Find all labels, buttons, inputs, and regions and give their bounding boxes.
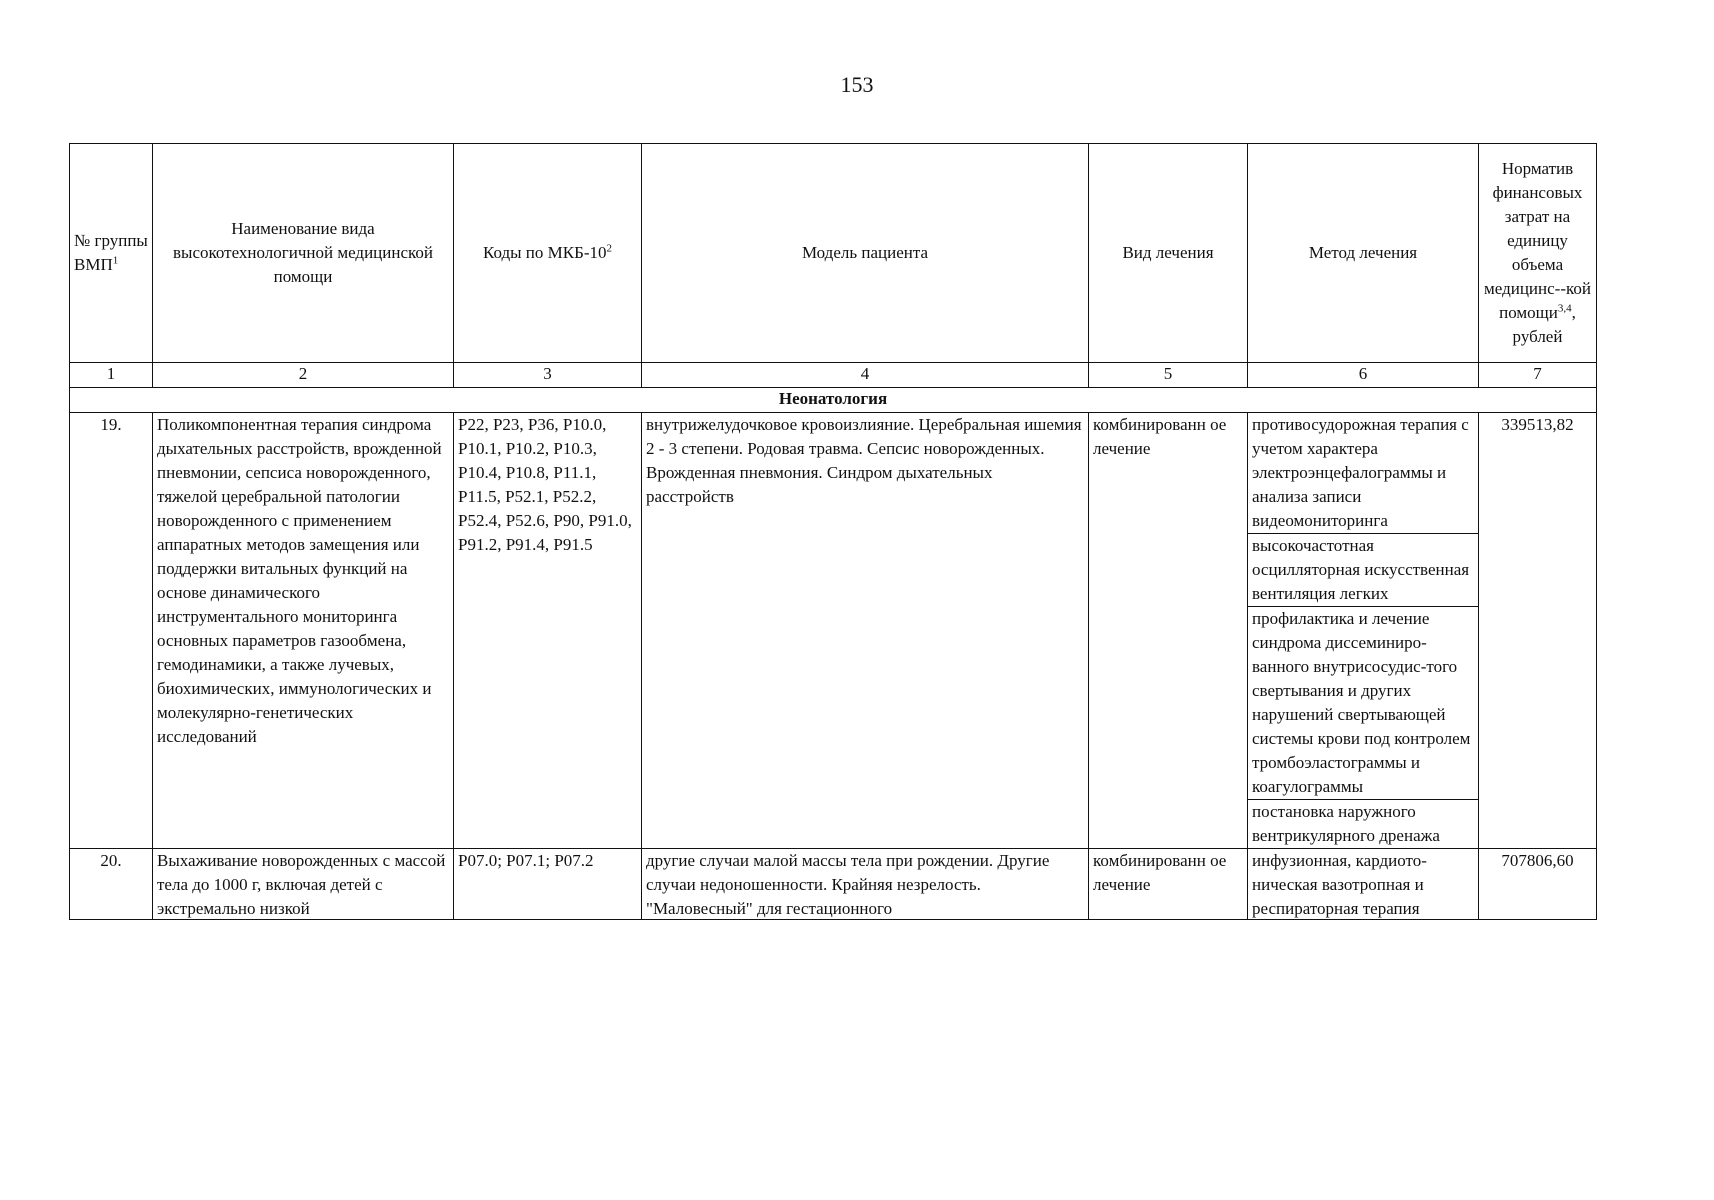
cost-norm: 707806,60: [1479, 849, 1597, 920]
header-patient-model: Модель пациента: [642, 144, 1089, 363]
column-number: 2: [153, 363, 454, 388]
section-title: Неонатология: [70, 388, 1597, 413]
treatment-methods: [1248, 849, 1479, 920]
table-row: [70, 849, 1597, 920]
treatment-method: профилактика и лечение синдрома диссеминиро-ванного внутрисосудис-того свертывания и других нарушений свертывающей системы крови под контролем тромбоэластограммы и коагулограммы: [1248, 607, 1478, 800]
header-icd-codes: Коды по МКБ-$10^2$: [454, 144, 642, 363]
treatment-type: комбинированн ое лечение: [1089, 413, 1248, 849]
treatment-method: противосудорожная терапия с учетом характера электроэнцефалограммы и анализа записи видеомониторинга: [1248, 413, 1478, 534]
header-row: [70, 144, 1597, 363]
patient-model: внутрижелудочковое кровоизлияние. Церебральная ишемия 2 - 3 степени. Родовая травма. Сепсис новорожденных. Врожденная пневмония. Синдром дыхательных расстройств: [642, 413, 1089, 849]
column-number: 7: [1479, 363, 1597, 388]
column-number: 5: [1089, 363, 1248, 388]
treatment-methods: [1248, 413, 1479, 849]
header-group-number: № группы ВМП$^1$: [70, 144, 153, 363]
header-cost-norm: Норматив финансовых затрат на единицу объема медицинс--кой помощи$^{3,4}$, рублей: [1479, 144, 1597, 363]
care-type-name: Выхаживание новорожденных с массой тела до 1000 г, включая детей с экстремально низкой: [153, 849, 454, 920]
header-treatment-type: Вид лечения: [1089, 144, 1248, 363]
header-treatment-method: Метод лечения: [1248, 144, 1479, 363]
table-row: [70, 413, 1597, 849]
column-number-row: [70, 363, 1597, 388]
page-number: 153: [840, 72, 874, 97]
column-number: 1: [70, 363, 153, 388]
treatment-method: постановка наружного вентрикулярного дренажа: [1252, 802, 1440, 845]
care-type-name: Поликомпонентная терапия синдрома дыхательных расстройств, врожденной пневмонии, сепсиса новорожденного, тяжелой церебральной патологии новорожденного с применением аппаратных методов замещения или поддержки витальных функций на основе динамического инструментального мониторинга основных параметров газообмена, гемодинамики, а также лучевых, биохимических, иммунологических и молекулярно-генетических исследований: [153, 413, 454, 849]
group-number: 19.: [70, 413, 153, 849]
cost-norm: 339513,82: [1479, 413, 1597, 849]
icd-codes: Р07.0; Р07.1; Р07.2: [454, 849, 642, 920]
column-number: 3: [454, 363, 642, 388]
column-number: 6: [1248, 363, 1479, 388]
header-care-type-name: Наименование вида высокотехнологичной медицинской помощи: [153, 144, 454, 363]
icd-codes: Р22, Р23, Р36, Р10.0, Р10.1, Р10.2, Р10.3, Р10.4, Р10.8, Р11.1, Р11.5, Р52.1, Р52.2, Р52.4, Р52.6, Р90, Р91.0, Р91.2, Р91.4, Р91.5: [454, 413, 642, 849]
section-row: [70, 388, 1597, 413]
column-number: 4: [642, 363, 1089, 388]
treatment-type: комбинированн ое лечение: [1089, 849, 1248, 920]
vmp-table: [69, 143, 1597, 920]
treatment-method: инфузионная, кардиото-ническая вазотропная и респираторная терапия: [1252, 851, 1427, 918]
treatment-method: высокочастотная осцилляторная искусственная вентиляция легких: [1248, 534, 1478, 607]
group-number: 20.: [70, 849, 153, 920]
patient-model: другие случаи малой массы тела при рождении. Другие случаи недоношенности. Крайняя незрелость. "Маловесный" для гестационного: [642, 849, 1089, 920]
